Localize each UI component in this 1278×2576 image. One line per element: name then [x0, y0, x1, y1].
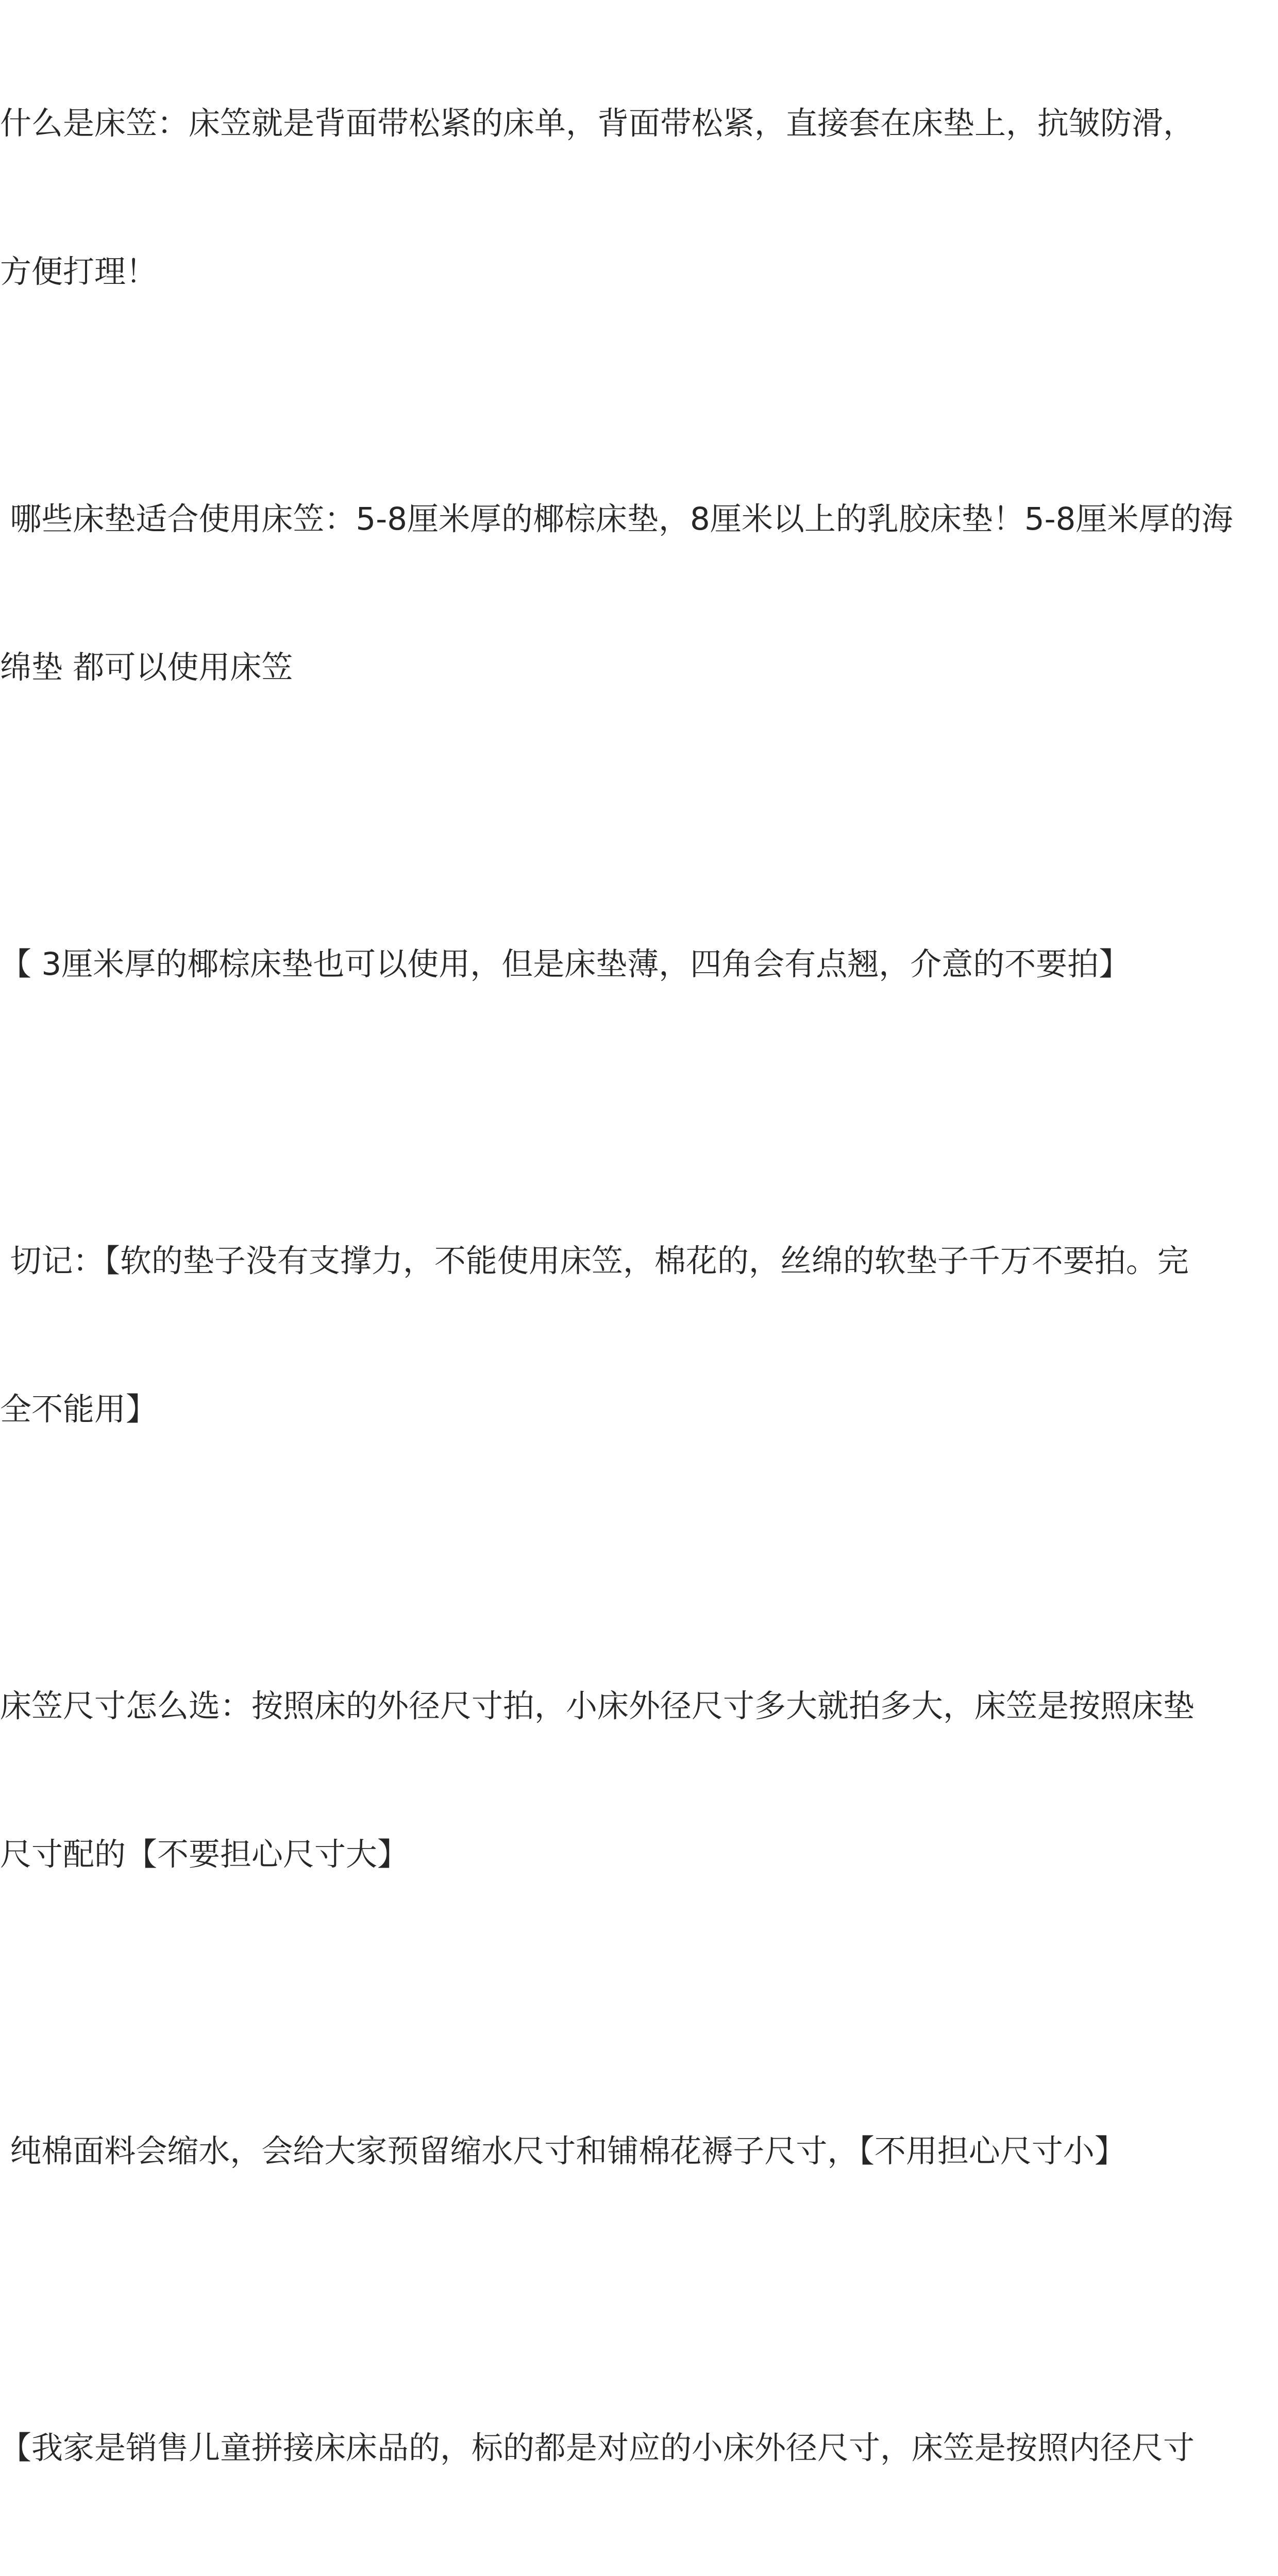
- paragraph-what-is-fitted-sheet: [0, 0, 1273, 396]
- text-line: [0, 2572, 1273, 2576]
- text-line: 方便打理！: [0, 253, 158, 290]
- text-line: 纯棉面料会缩水，会给大家预留缩水尺寸和铺棉花褥子尺寸，【不用担心尺寸小】: [0, 2133, 1126, 2170]
- spacer: [0, 1088, 1278, 1138]
- text-line: 切记：【软的垫子没有支撑力，不能使用床笠，棉花的，丝绵的软垫子千万不要拍。完: [0, 1243, 1189, 1279]
- text-line: 尺寸配的【不要担心尺寸大】: [0, 1836, 409, 1873]
- text-line: 全不能用】: [0, 1391, 158, 1428]
- paragraph-suitable-mattress: [0, 396, 1273, 791]
- spacer: [0, 791, 1278, 841]
- paragraph-outer-size-note: [0, 2325, 1273, 2576]
- paragraph-shrinkage: [0, 2028, 1273, 2275]
- spacer: [0, 1533, 1278, 1583]
- text-line: 绵垫 都可以使用床笠: [0, 649, 293, 686]
- text-line: 床笠尺寸怎么选：按照床的外径尺寸拍，小床外径尺寸多大就拍多大，床笠是按照床垫: [0, 1688, 1195, 1724]
- spacer: [0, 2275, 1278, 2325]
- paragraph-size-selection: [0, 1583, 1273, 1978]
- paragraph-thin-mattress-note: [0, 841, 1273, 1088]
- spacer: [0, 1978, 1278, 2028]
- text-line: 【我家是销售儿童拼接床床品的，标的都是对应的小床外径尺寸，床笠是按照内径尺寸: [0, 2430, 1195, 2466]
- text-line: 【 3厘米厚的椰棕床垫也可以使用，但是床垫薄，四角会有点翘，介意的不要拍】: [0, 946, 1131, 982]
- text-line: 什么是床笠：床笠就是背面带松紧的床单，背面带松紧，直接套在床垫上，抗皱防滑，: [0, 105, 1195, 142]
- paragraph-warning-soft-pad: [0, 1138, 1273, 1533]
- text-line: 哪些床垫适合使用床笠：5-8厘米厚的椰棕床垫，8厘米以上的乳胶床垫！5-8厘米厚的海: [0, 501, 1233, 537]
